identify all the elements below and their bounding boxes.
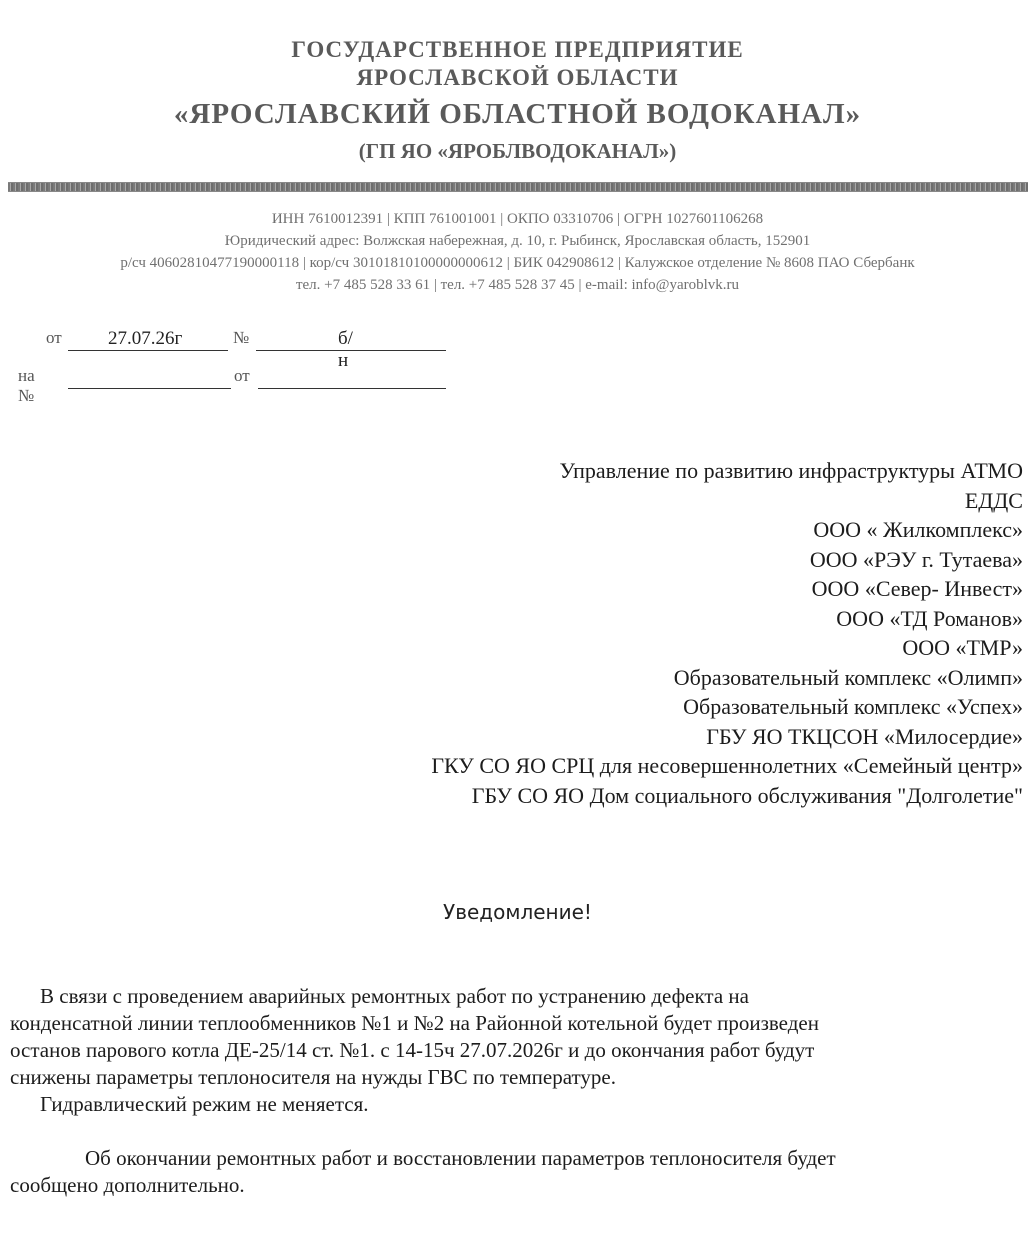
recipient: ООО « Жилкомплекс»: [813, 517, 1023, 542]
recipient: ГБУ СО ЯО Дом социального обслуживания "Долголетие": [471, 782, 1023, 808]
letterhead-line-1: ГОСУДАРСТВЕННОЕ ПРЕДПРИЯТИЕ: [291, 37, 744, 62]
recipient: ГКУ СО ЯО СРЦ для несовершеннолетних «Семейный центр»: [431, 753, 1023, 778]
recipient: ООО «Север- Инвест»: [811, 576, 1023, 601]
ref-to-no-line: [68, 366, 231, 389]
ref-no-label: №: [233, 328, 250, 347]
recipient: ООО «РЭУ г. Тутаева»: [809, 546, 1023, 572]
recipients-block: [431, 456, 1023, 810]
letterhead-short-name: (ГП ЯО «ЯРОБЛВОДОКАНАЛ»): [358, 139, 677, 163]
notice-p3-line: Об окончании ремонтных работ и восстановлении параметров теплоносителя будет: [85, 1146, 836, 1170]
recipient: Образовательный комплекс «Успех»: [683, 694, 1023, 719]
requisites-bank: р/сч 40602810477190000118 | кор/сч 30101810100000000612 | БИК 042908612 | Калужское отделение № 8608 ПАО Сбербанк: [120, 255, 915, 271]
ref-date: 27.07.26г: [108, 328, 183, 349]
letterhead-divider: [8, 182, 1028, 192]
letterhead-line-2: ЯРОСЛАВСКОЙ ОБЛАСТИ: [356, 65, 679, 90]
recipient: ЕДДС: [964, 487, 1023, 513]
recipient: ООО «ТД Романов»: [836, 605, 1023, 631]
requisites-address: Юридический адрес: Волжская набережная, д. 10, г. Рыбинск, Ярославская область, 152901: [224, 233, 811, 249]
notice-p1-line: останов парового котла ДЕ-25/14 ст. №1. с 14-15ч 27.07.2026г и до окончания работ будут: [10, 1038, 815, 1062]
recipient: Образовательный комплекс «Олимп»: [673, 664, 1023, 690]
notice-body: [10, 983, 1025, 1199]
notice-p3-line: сообщено дополнительно.: [10, 1173, 245, 1197]
ref-from-label: от: [46, 328, 62, 347]
recipient: ГБУ ЯО ТКЦСОН «Милосердие»: [706, 723, 1023, 749]
requisites-ids: ИНН 7610012391 | КПП 761001001 | ОКПО 03310706 | ОГРН 1027601106268: [271, 211, 764, 227]
company-requisites: [0, 208, 1035, 296]
ref-to-from-line: [258, 366, 446, 389]
notice-p2: Гидравлический режим не меняется.: [40, 1092, 369, 1116]
paragraph-gap: [10, 1118, 1025, 1145]
recipient: Управление по развитию инфраструктуры АТМО: [559, 458, 1023, 483]
letterhead: [0, 36, 1035, 166]
notice-p1-line: конденсатной линии теплообменников №1 и №2 на Районной котельной будет произведен: [10, 1011, 819, 1035]
ref-to-from-label: от: [234, 366, 250, 385]
ref-number: б/н: [338, 328, 353, 371]
ref-to-no-label: на №: [18, 366, 35, 405]
requisites-contacts: тел. +7 485 528 33 61 | тел. +7 485 528 37 45 | e-mail: info@yaroblvk.ru: [295, 277, 740, 293]
notice-p1-line: снижены параметры теплоносителя на нужды ГВС по температуре.: [10, 1065, 616, 1089]
recipient: ООО «ТМР»: [902, 635, 1023, 660]
notice-p1-line: В связи с проведением аварийных ремонтных работ по устранению дефекта на: [40, 984, 749, 1008]
letterhead-company-name: «ЯРОСЛАВСКИЙ ОБЛАСТНОЙ ВОДОКАНАЛ»: [173, 98, 862, 130]
notice-title: Уведомление!: [443, 900, 592, 924]
